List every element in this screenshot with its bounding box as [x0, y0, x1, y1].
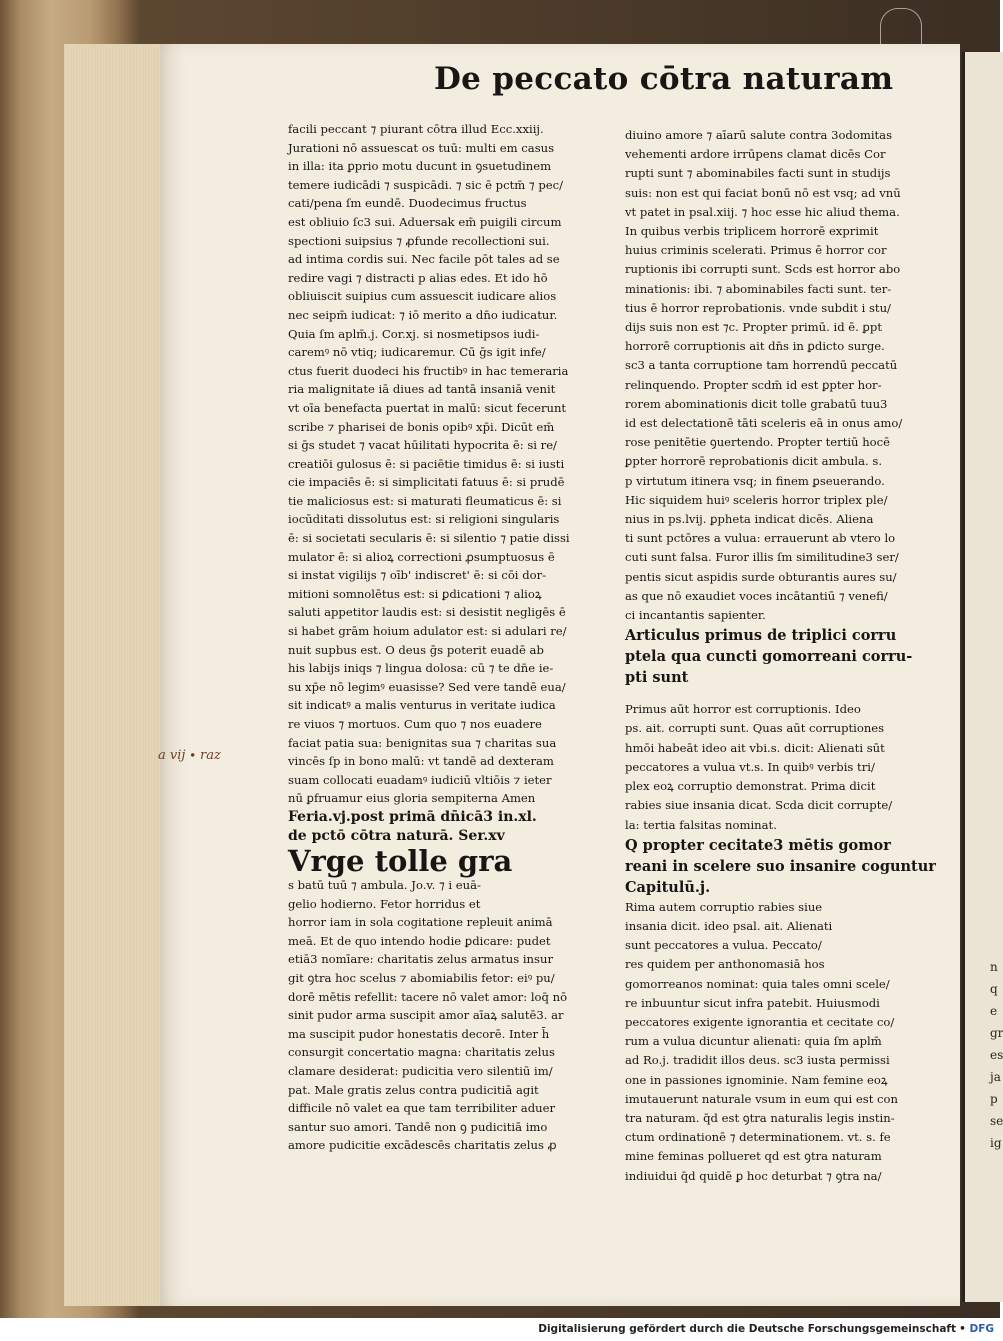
text-line: horror iam in sola cogitatione repleuit animā: [288, 915, 553, 930]
text-line: sit indicatꝰ a malis venturus in veritate iudica: [288, 698, 556, 713]
text-line: dorē mētis refellit: tacere nō valet amor: loq̄ nō: [288, 989, 568, 1004]
text-line: imutauerunt naturale vsum in eum qui est con: [625, 1091, 898, 1106]
text-line: Hic siquidem huiꝰ sceleris horror triplex ple/: [625, 492, 888, 507]
text-line: p virtutum itinera vsq; in finem ꝑseuerando.: [625, 473, 885, 488]
left-text-column: [288, 120, 618, 1155]
chapter-heading: Q propter cecitate3 mētis gomor: [625, 836, 891, 854]
text-line: su xp̄e nō legimꝰ euasisse? Sed vere tandē eua/: [288, 679, 566, 694]
text-line: one in passiones ignominie. Nam femine eoꝝ: [625, 1072, 888, 1087]
text-line: tius ē horror reprobationis. vnde subdit i stu/: [625, 300, 891, 315]
text-line: vt oīa benefacta puertat in malū: sicut fecerunt: [288, 400, 567, 415]
text-line: sunt peccatores a vulua. Peccato/: [625, 938, 822, 953]
footer-bar: [0, 1318, 1000, 1341]
text-line: minationis: ibi. ⁊ abominabiles facti sunt. ter-: [625, 281, 892, 296]
text-line: si habet grām hoium adulator est: si adulari re/: [288, 624, 567, 639]
text-line: est obliuio ſc3 sui. Aduersak em̄ puigili circum: [288, 214, 562, 229]
text-line: Jurationi nō assuescat os tuū: multi em casus: [288, 140, 555, 155]
text-line: huius criminis scelerati. Primus ē horror cor: [625, 243, 887, 258]
text-line: mitioni somnolētus est: si ꝑdicationi ⁊ alioꝝ: [288, 586, 542, 601]
text-line: cie impaciēs ē: si simplicitati fatuus ē: si prudē: [288, 475, 565, 490]
text-line: peccatores a vulua vt.s. In quibꝰ verbis tri/: [625, 759, 875, 774]
text-line: res quidem per anthonomasiā hos: [625, 957, 825, 972]
text-line: ruptionis ibi corrupti sunt. Scds est horror abo: [625, 262, 901, 277]
text-line: hmōi habeāt ideo ait vbi.s. dicit: Alienati sūt: [625, 740, 885, 755]
text-line: nū ꝑfruamur eius gloria sempiterna Amen: [288, 791, 536, 806]
text-line: diuino amore ⁊ aīarū salute contra 3odomitas: [625, 128, 893, 142]
text-line: dijs suis non est ⁊c. Propter primū. id ē. ꝑpt: [625, 320, 882, 335]
text-line: tra naturam. q̄d est ꝯtra naturalis legis instin-: [625, 1110, 895, 1125]
text-line: nuit supbus est. O deus ḡs poterit euadē ab: [288, 642, 544, 657]
text-line: scribe ⁊ pharisei de bonis opibꝰ xp̄i. Dicūt em̄: [288, 419, 555, 434]
text-line: cuti sunt falsa. Furor illis ſm similitudine3 ser/: [625, 550, 899, 565]
right-page-fragment: e: [990, 1004, 998, 1018]
text-line: as que nō exaudiet voces incātantiū ⁊ venefi/: [625, 588, 888, 603]
spacer: [625, 688, 937, 700]
text-line: clamare desiderat: pudicitia vero silentiū im/: [288, 1063, 553, 1078]
text-line: santur suo amori. Tandē non ꝯ pudicitiā imo: [288, 1119, 548, 1134]
text-line: rum a vulua dicuntur alienati: quia ſm aplm̄: [625, 1034, 882, 1049]
page-edges: [62, 44, 172, 1306]
text-line: mine feminas pollueret qd est ꝯtra naturam: [625, 1149, 882, 1164]
text-line: si instat vigilijs ⁊ oīb' indiscret' ē: si cōi dor-: [288, 568, 547, 583]
text-line: tie maliciosus est: si maturati fleumaticus ē: si: [288, 493, 562, 508]
text-line: etiā3 nomīare: charitatis zelus armatus insur: [288, 952, 553, 967]
text-line: insania dicit. ideo psal. ait. Alienati: [625, 918, 833, 933]
text-line: ti sunt pctōres a vulua: errauerunt ab vtero lo: [625, 531, 896, 546]
text-line: faciat patia sua: benignitas sua ⁊ charitas sua: [288, 735, 557, 750]
text-line: ad intima cordis sui. Nec facile pōt tales ad se: [288, 252, 560, 267]
text-line: la: tertia falsitas nominat.: [625, 817, 777, 832]
text-line: temere iudicādi ⁊ suspicādi. ⁊ sic ē pctm̄ ⁊ pec/: [288, 177, 564, 192]
text-line: difficile nō valet ea que tam terribiliter aduer: [288, 1101, 555, 1116]
text-line: relinquendo. Propter scdm̄ id est ꝑpter hor-: [625, 377, 882, 392]
sermon-heading: Feria.vj.post primā dn̄icā3 in.xl.: [288, 808, 537, 825]
text-line: spectioni suipsius ⁊ ꝓfunde recollectioni sui.: [288, 233, 550, 248]
text-line: ma suscipit pudor honestatis decorē. Inter h̄: [288, 1026, 550, 1041]
text-line: meā. Et de quo intendo hodie ꝑdicare: pudet: [288, 933, 551, 948]
text-line: mulator ē: si alioꝝ correctioni ꝓsumptuosus ē: [288, 549, 555, 564]
text-line: redire vagi ⁊ distracti p alias edes. Et ido hō: [288, 270, 548, 285]
text-line: facili peccant ⁊ piurant cōtra illud Ecc.xxiij.: [288, 122, 544, 136]
right-page-fragment: p: [990, 1092, 998, 1106]
text-line: git ꝯtra hoc scelus ⁊ abomiabilis fetor: eiꝰ pu/: [288, 970, 555, 985]
text-line: obliuiscit suipius cum assuescit iudicare alios: [288, 289, 557, 304]
text-line: s batū tuū ⁊ ambula. Jo.v. ⁊ i euā-: [288, 877, 481, 892]
text-line: rose penitētie ꝯuertendo. Propter tertiū hocē: [625, 435, 891, 450]
text-line: ria malignitate iā diues ad tantā insaniā venit: [288, 382, 556, 397]
text-line: plex eoꝝ corruptio demonstrat. Prima dicit: [625, 779, 876, 794]
text-line: In quibus verbis triplicem horrorē exprimit: [625, 224, 879, 239]
right-text-column: [625, 126, 937, 1186]
text-line: ꝑpter horrorē reprobationis dicit ambula. s.: [625, 454, 883, 469]
text-line: caremꝰ nō vtiq; iudicaremur. Cū ḡs igit infe/: [288, 345, 546, 360]
text-line: re inbuuntur sicut infra patebit. Huiusmodi: [625, 995, 880, 1010]
text-line: vincēs ſp in bono malū: vt tandē ad dexteram: [288, 754, 554, 769]
text-line: ē: si societati secularis ē: si silentio ⁊ patie dissi: [288, 531, 570, 546]
right-page-fragment: n: [990, 960, 998, 974]
text-line: si ḡs studet ⁊ vacat hūilitati hypocrita ē: si re/: [288, 438, 557, 453]
text-line: nec seipm̄ iudicat: ⁊ iō merito a dn̄o iudicatur.: [288, 307, 558, 322]
text-line: his labijs iniqs ⁊ lingua dolosa: cū ⁊ te dn̄e ie-: [288, 661, 554, 676]
text-line: consurgit concertatio magna: charitatis zelus: [288, 1045, 555, 1060]
text-line: indiuidui q̄d quidē ꝑ hoc deturbat ⁊ ꝯtra na/: [625, 1168, 882, 1183]
text-line: rupti sunt ⁊ abominabiles facti sunt in studijs: [625, 166, 891, 181]
dfg-logo-text: DFG: [969, 1323, 994, 1335]
text-line: gelio hodierno. Fetor horridus et: [288, 896, 481, 911]
funding-credit: Digitalisierung gefördert durch die Deutsche Forschungsgemeinschaft: [538, 1323, 956, 1335]
article-heading: Articulus primus de triplici corru: [625, 627, 897, 645]
text-line: pentis sicut aspidis surde obturantis aures su/: [625, 569, 897, 584]
article-heading: ptela qua cuncti gomorreani corru-: [625, 648, 913, 666]
chapter-heading: reani in scelere suo insanire coguntur: [625, 857, 936, 875]
right-page-fragment: ja: [990, 1070, 1001, 1084]
text-line: Quia ſm aplm̄.j. Cor.xj. si nosmetipsos iudi-: [288, 326, 540, 341]
text-line: Primus aūt horror est corruptionis. Ideo: [625, 702, 861, 717]
text-line: sinit pudor arma suscipit amor aīaꝝ salutē3. ar: [288, 1008, 564, 1023]
right-page-fragment: se: [990, 1114, 1003, 1128]
text-line: iocūditati dissolutus est: si religioni singularis: [288, 512, 560, 527]
text-line: nius in ps.lvij. ꝑpheta indicat dicēs. Aliena: [625, 512, 874, 527]
text-line: rorem abominationis dicit tolle grabatū tuu3: [625, 396, 888, 411]
text-line: id est delectationē tāti sceleris eā in onus amo/: [625, 416, 903, 431]
text-line: re viuos ⁊ mortuos. Cum quo ⁊ nos euadere: [288, 717, 542, 731]
dfg-logo: [959, 1323, 994, 1335]
right-page-fragment: q: [990, 982, 998, 996]
chapter-heading: Capitulū.j.: [625, 878, 711, 896]
page-title: De peccato cōtra naturam: [434, 61, 894, 97]
text-line: rabies siue insania dicat. Scda dicit corrupte/: [625, 798, 893, 813]
text-line: vt patet in psal.xiij. ⁊ hoc esse hic aliud thema.: [625, 204, 900, 219]
article-heading: pti sunt: [625, 669, 689, 687]
text-line: sc3 a tanta corruptione tam horrendū peccatū: [625, 358, 898, 373]
text-line: cati/pena ſm eundē. Duodecimus fructus: [288, 196, 527, 211]
sermon-incipit: Vrge tolle gra: [288, 843, 513, 878]
text-line: in illa: ita ꝑprio motu ducunt in ꝯsuetudinem: [288, 159, 552, 174]
text-line: suis: non est qui faciat bonū nō est vsq; ad vnū: [625, 185, 901, 200]
text-line: amore pudicitie excādescēs charitatis zelus ꝓ: [288, 1138, 557, 1153]
text-line: peccatores exigente ignorantia et cecitate co/: [625, 1014, 895, 1029]
text-line: horrorē corruptionis ait dn̄s in ꝑdicto surge.: [625, 339, 885, 354]
dfg-logo-dot: •: [959, 1323, 966, 1335]
margin-note: a vij ∙ raz: [158, 748, 221, 763]
right-page-fragment: gr: [990, 1026, 1003, 1040]
text-line: creatiōi gulosus ē: si paciētie timidus ē: si iusti: [288, 456, 565, 471]
sermon-heading: de pctō cōtra naturā. Ser.xv: [288, 827, 505, 844]
text-line: ctus fuerit duodeci his fructibꝰ in hac temeraria: [288, 363, 569, 378]
text-line: gomorreanos nominat: quia tales omni scele/: [625, 976, 890, 991]
text-line: ci incantantis sapienter.: [625, 608, 766, 623]
text-line: saluti appetitor laudis est: si desistit negligēs ē: [288, 605, 566, 620]
text-line: suam collocati euadamꝰ iudiciū vltiōis ⁊ ieter: [288, 772, 552, 787]
text-line: ad Ro.j. tradidit illos deus. sc3 iusta permissi: [625, 1053, 890, 1068]
text-line: ctum ordinationē ⁊ determinationem. vt. s. fe: [625, 1130, 891, 1145]
right-page-fragment: es: [990, 1048, 1003, 1062]
text-line: ps. ait. corrupti sunt. Quas aūt corruptiones: [625, 721, 885, 736]
text-line: vehementi ardore irrūpens clamat dicēs Cor: [625, 147, 886, 162]
right-page-fragment: ig: [990, 1136, 1002, 1150]
text-line: pat. Male gratis zelus contra pudicitiā agit: [288, 1082, 539, 1097]
text-line: Rima autem corruptio rabies siue: [625, 899, 823, 914]
